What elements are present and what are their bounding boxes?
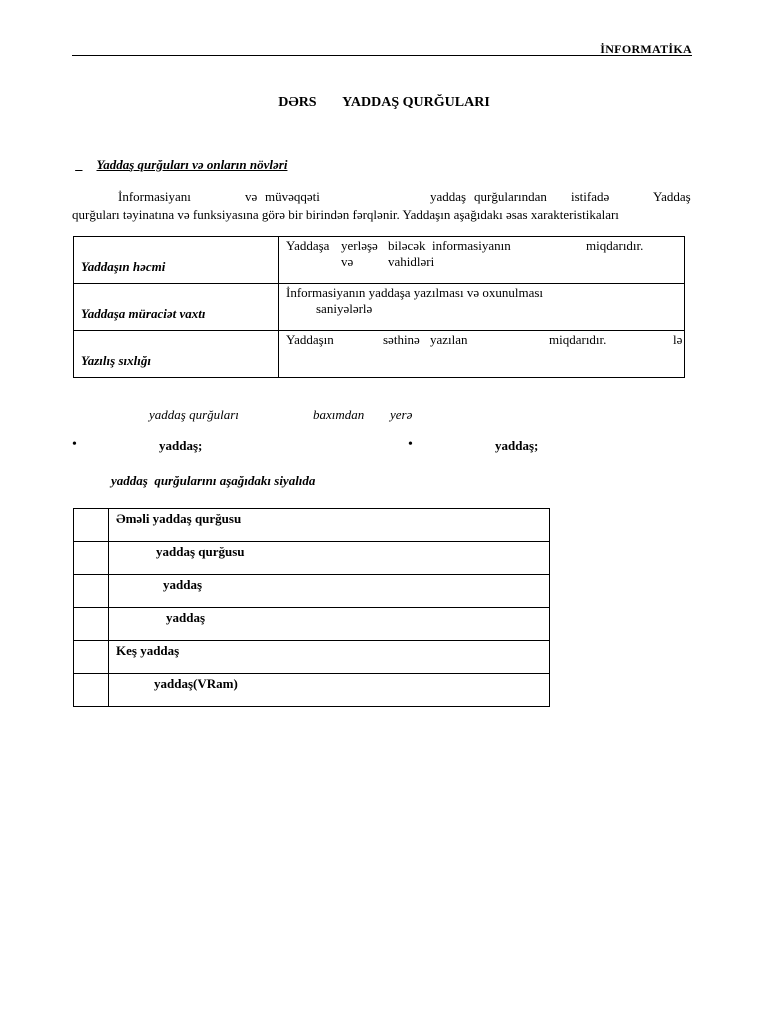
device-name: yaddaş	[109, 608, 550, 641]
classification-b: baxımdan	[313, 407, 365, 422]
table-row	[74, 509, 550, 542]
intro-word: İnformasiyanı	[118, 189, 191, 204]
desc-word: biləcək	[388, 238, 426, 253]
section-heading	[76, 157, 287, 173]
table-row	[74, 284, 685, 331]
header-subject: İNFORMATİKA	[600, 42, 692, 56]
row-number	[74, 641, 109, 674]
desc-word: yazılan	[430, 332, 468, 347]
intro-word: və	[245, 189, 258, 204]
table-row	[74, 575, 550, 608]
intro-line-2: qurğuları təyinatına və funksiyasına görə bir birindən fərqlənir. Yaddaşın aşağıdakı əsas xarakteristikaları	[72, 207, 619, 222]
desc-word: miqdarıdır.	[549, 332, 607, 347]
desc-word: miqdarıdır.	[586, 238, 644, 253]
section-heading-text: Yaddaş qurğuları və onların növləri	[96, 157, 288, 172]
section-marker: _	[76, 157, 83, 172]
table-row	[74, 542, 550, 575]
row-number	[74, 575, 109, 608]
characteristic-description	[279, 284, 685, 331]
intro-line-1	[0, 189, 768, 205]
intro-word: qurğularından	[474, 189, 547, 204]
header-rule	[72, 55, 692, 56]
table-row	[74, 331, 685, 378]
characteristic-description	[279, 237, 685, 284]
device-name: Əməli yaddaş qurğusu	[109, 509, 550, 542]
desc-word: səthinə	[383, 332, 420, 347]
desc-word: lə	[673, 332, 683, 347]
table-row	[74, 608, 550, 641]
title-lesson: DƏRS	[278, 95, 317, 110]
row-number	[74, 542, 109, 575]
desc-word: İnformasiyanın yaddaşa yazılması və oxunulması	[286, 285, 544, 300]
bullet-icon: •	[408, 437, 413, 452]
characteristics-table	[73, 236, 685, 378]
row-number	[74, 509, 109, 542]
desc-word: Yaddaşa	[286, 238, 330, 253]
row-number	[74, 608, 109, 641]
page-title	[0, 95, 768, 111]
desc-word: saniyələrlə	[316, 301, 373, 316]
bullet-left-text: yaddaş;	[159, 438, 203, 453]
devices-table	[73, 508, 550, 707]
characteristic-description	[279, 331, 685, 378]
desc-word: vahidləri	[388, 254, 435, 269]
device-name: yaddaş qurğusu	[109, 542, 550, 575]
title-topic: YADDAŞ QURĞULARI	[342, 95, 490, 110]
intro-word: müvəqqəti	[265, 189, 320, 204]
intro-word: Yaddaş	[653, 189, 691, 204]
desc-word: informasiyanın	[432, 238, 511, 253]
device-name: yaddaş	[109, 575, 550, 608]
desc-word: yerləşə	[341, 238, 378, 253]
row-number	[74, 674, 109, 707]
characteristic-label: Yazılış sıxlığı	[74, 331, 279, 378]
list-intro: yaddaş qurğularını aşağıdakı siyalıda	[111, 473, 316, 488]
bullet-icon: •	[72, 437, 77, 452]
intro-word: yaddaş	[430, 189, 467, 204]
characteristic-label: Yaddaşa müraciət vaxtı	[74, 284, 279, 331]
characteristic-label: Yaddaşın həcmi	[74, 237, 279, 284]
bullet-right-text: yaddaş;	[495, 438, 539, 453]
table-row	[74, 641, 550, 674]
desc-word: Yaddaşın	[286, 332, 334, 347]
classification-a: yaddaş qurğuları	[149, 407, 239, 422]
classification-c: yerə	[390, 407, 413, 422]
intro-word: istifadə	[571, 189, 610, 204]
desc-word: və	[341, 254, 354, 269]
table-row	[74, 237, 685, 284]
device-name: Keş yaddaş	[109, 641, 550, 674]
device-name: yaddaş(VRam)	[109, 674, 550, 707]
table-row	[74, 674, 550, 707]
